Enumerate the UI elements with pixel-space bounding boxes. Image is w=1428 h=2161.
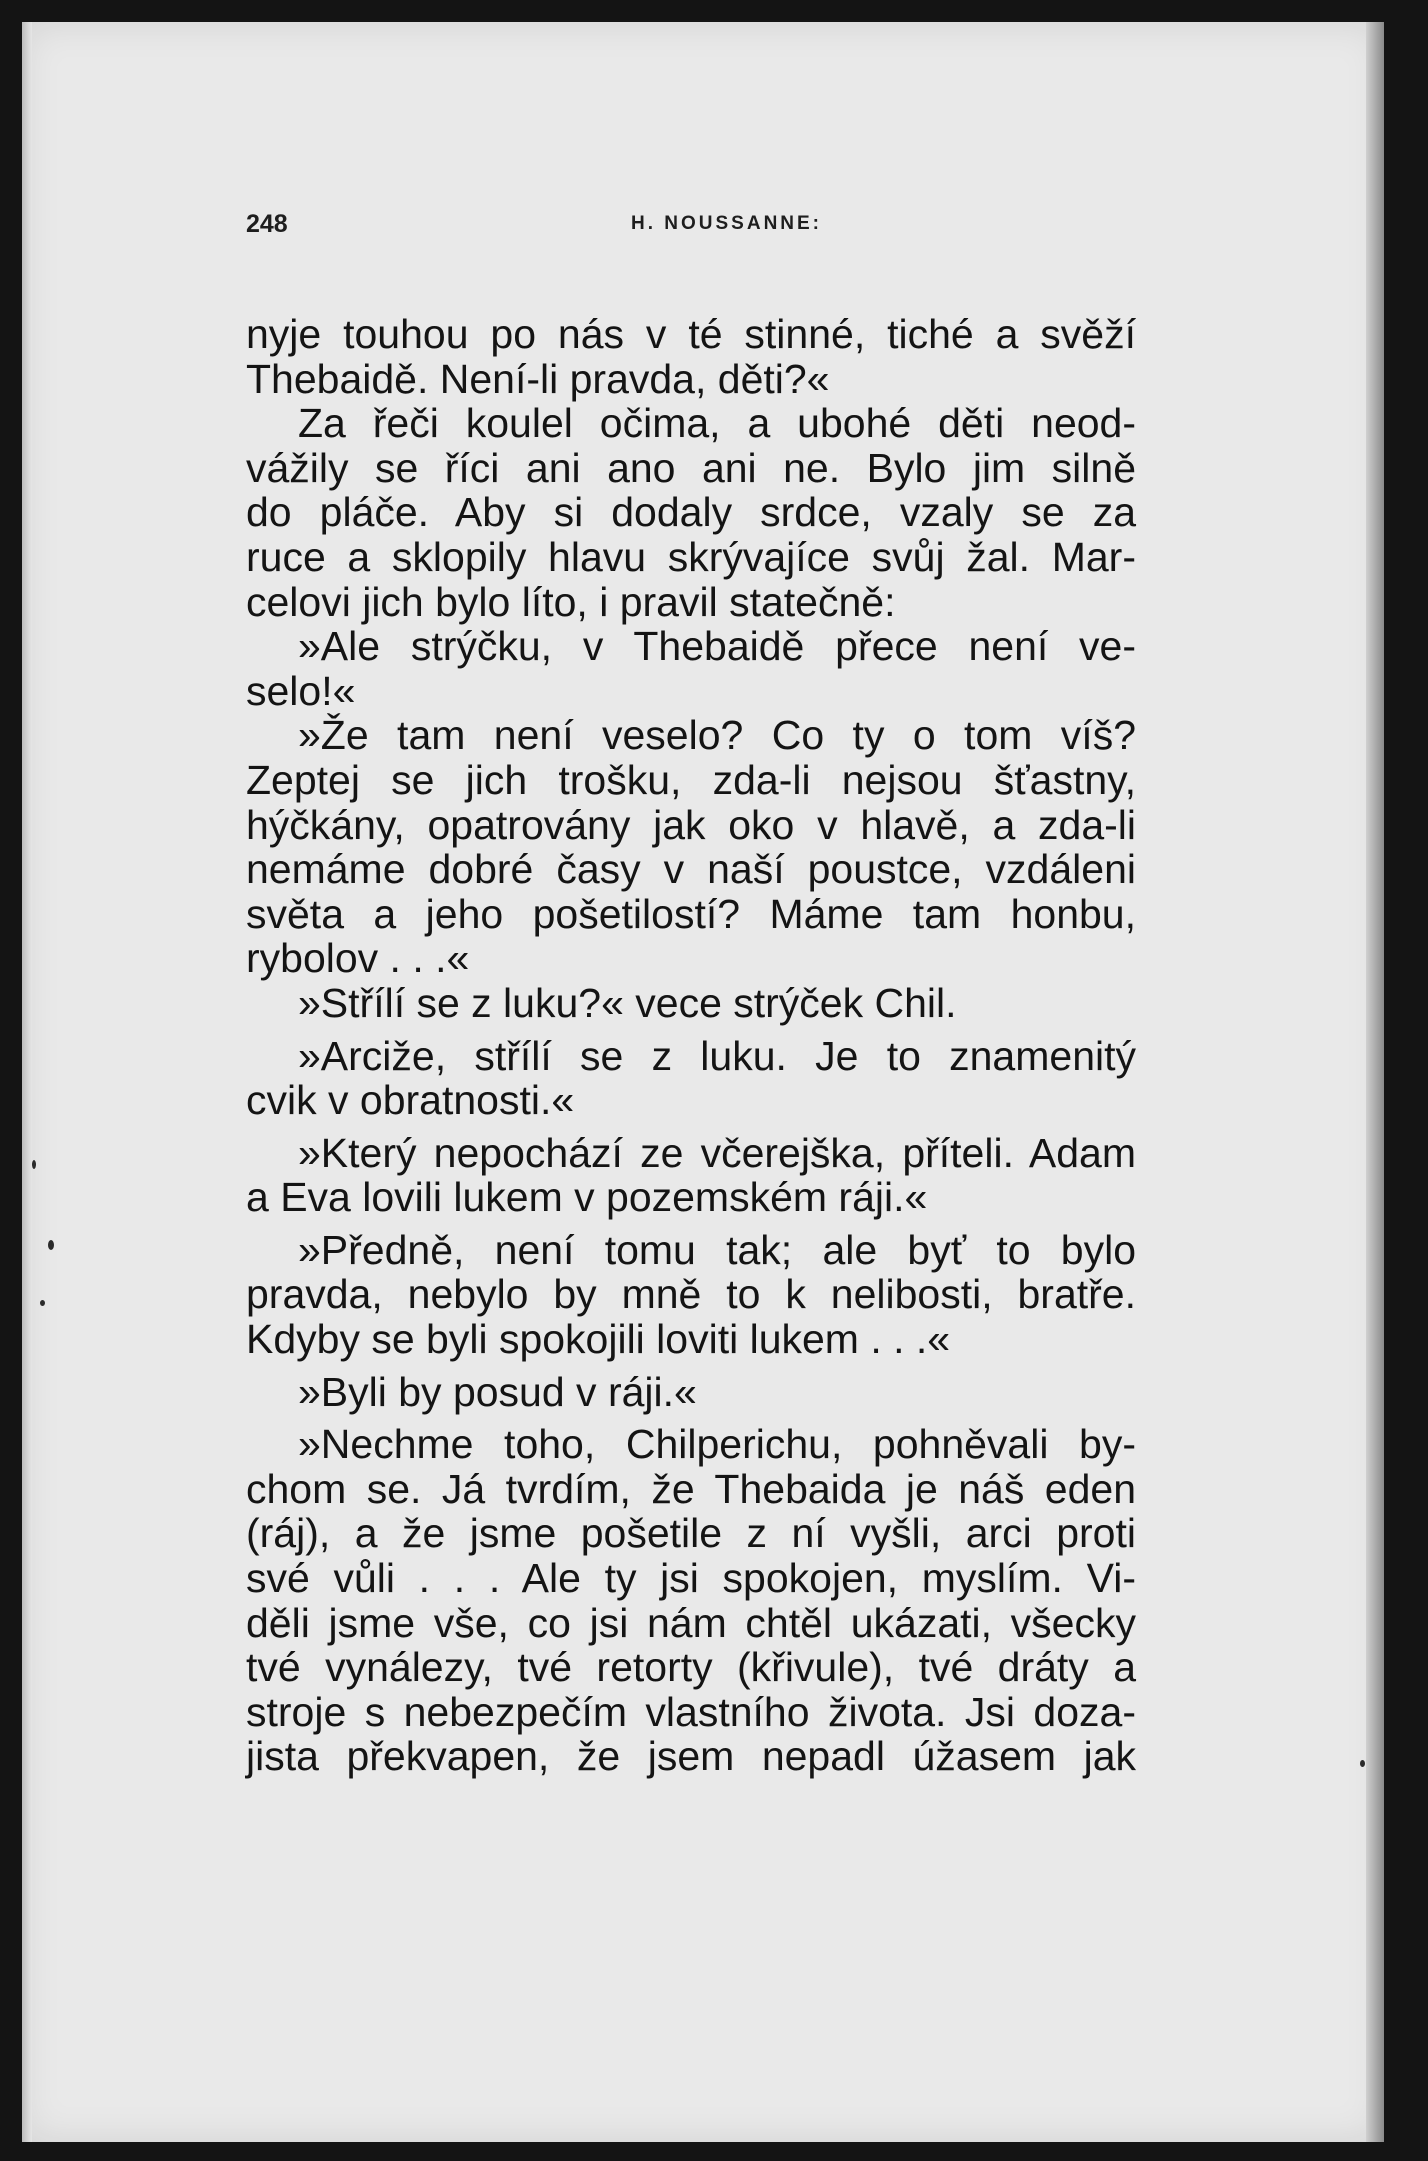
text-line: »Arciže, střílí se z luku. Je to znamenitý [298,1032,1136,1079]
text-line: chom se. Já tvrdím, že Thebaida je náš eden [246,1465,1136,1512]
text-line: Thebaidě. Není-li pravda, děti?« [246,355,830,402]
scan-speck [32,1160,36,1169]
text-line: rybolov . . .« [246,935,470,982]
text-line: Kdyby se byli spokojili loviti lukem . . .« [246,1316,951,1363]
text-line: »Ale strýčku, v Thebaidě přece není ve- [298,623,1136,670]
text-line: cvik v obratnosti.« [246,1077,575,1124]
body-text [246,312,1136,1779]
text-line: jista překvapen, že jsem nepadl úžasem jak [246,1733,1136,1780]
running-head: H. NOUSSANNE: [631,213,823,234]
text-line: své vůli . . . Ale ty jsi spokojen, myslím. Vi- [246,1555,1136,1602]
text-line: »Předně, není tomu tak; ale byť to bylo [298,1226,1136,1273]
text-line: celovi jich bylo líto, i pravil statečně: [246,578,896,625]
text-line: stroje s nebezpečím vlastního života. Jsi doza- [246,1688,1136,1735]
scan-speck [40,1300,45,1306]
text-line: hýčkány, opatrovány jak oko v hlavě, a zda-li [246,801,1136,848]
page-header [246,210,1126,250]
text-line: ruce a sklopily hlavu skrývajíce svůj žal. Mar- [246,533,1136,580]
text-line: selo!« [246,667,356,714]
text-line: »Který nepochází ze včerejška, příteli. Adam [298,1129,1136,1176]
text-line: pravda, nebylo by mně to k nelibosti, bratře. [246,1271,1136,1318]
text-line: Zeptej se jich trošku, zda-li nejsou šťastny, [246,756,1136,803]
text-line: světa a jeho pošetilostí? Máme tam honbu, [246,890,1136,937]
text-line: »Že tam není veselo? Co ty o tom víš? [298,712,1136,759]
scan-speck [48,1240,54,1250]
text-line: vážily se říci ani ano ani ne. Bylo jim silně [246,444,1136,491]
page-right-edge [1366,22,1384,2142]
text-line: tvé vynálezy, tvé retorty (křivule), tvé dráty a [246,1644,1136,1691]
scan-speck [1360,1760,1365,1767]
page-left-edge [22,22,32,2142]
text-line: a Eva lovili lukem v pozemském ráji.« [246,1174,928,1221]
text-line: (ráj), a že jsme pošetile z ní vyšli, arci proti [246,1510,1136,1557]
text-line: »Byli by posud v ráji.« [298,1368,697,1415]
text-line: nemáme dobré časy v naší poustce, vzdáleni [246,846,1136,893]
text-line: nyje touhou po nás v té stinné, tiché a svěží [246,311,1136,357]
text-line: do pláče. Aby si dodaly srdce, vzaly se za [246,489,1136,536]
text-line: Za řeči koulel očima, a ubohé děti neod- [298,400,1136,447]
text-line: »Nechme toho, Chilperichu, pohněvali by- [298,1421,1136,1468]
text-line: »Střílí se z luku?« vece strýček Chil. [298,979,957,1026]
page-number: 248 [246,210,288,238]
text-line: děli jsme vše, co jsi nám chtěl ukázati, všecky [246,1599,1136,1646]
